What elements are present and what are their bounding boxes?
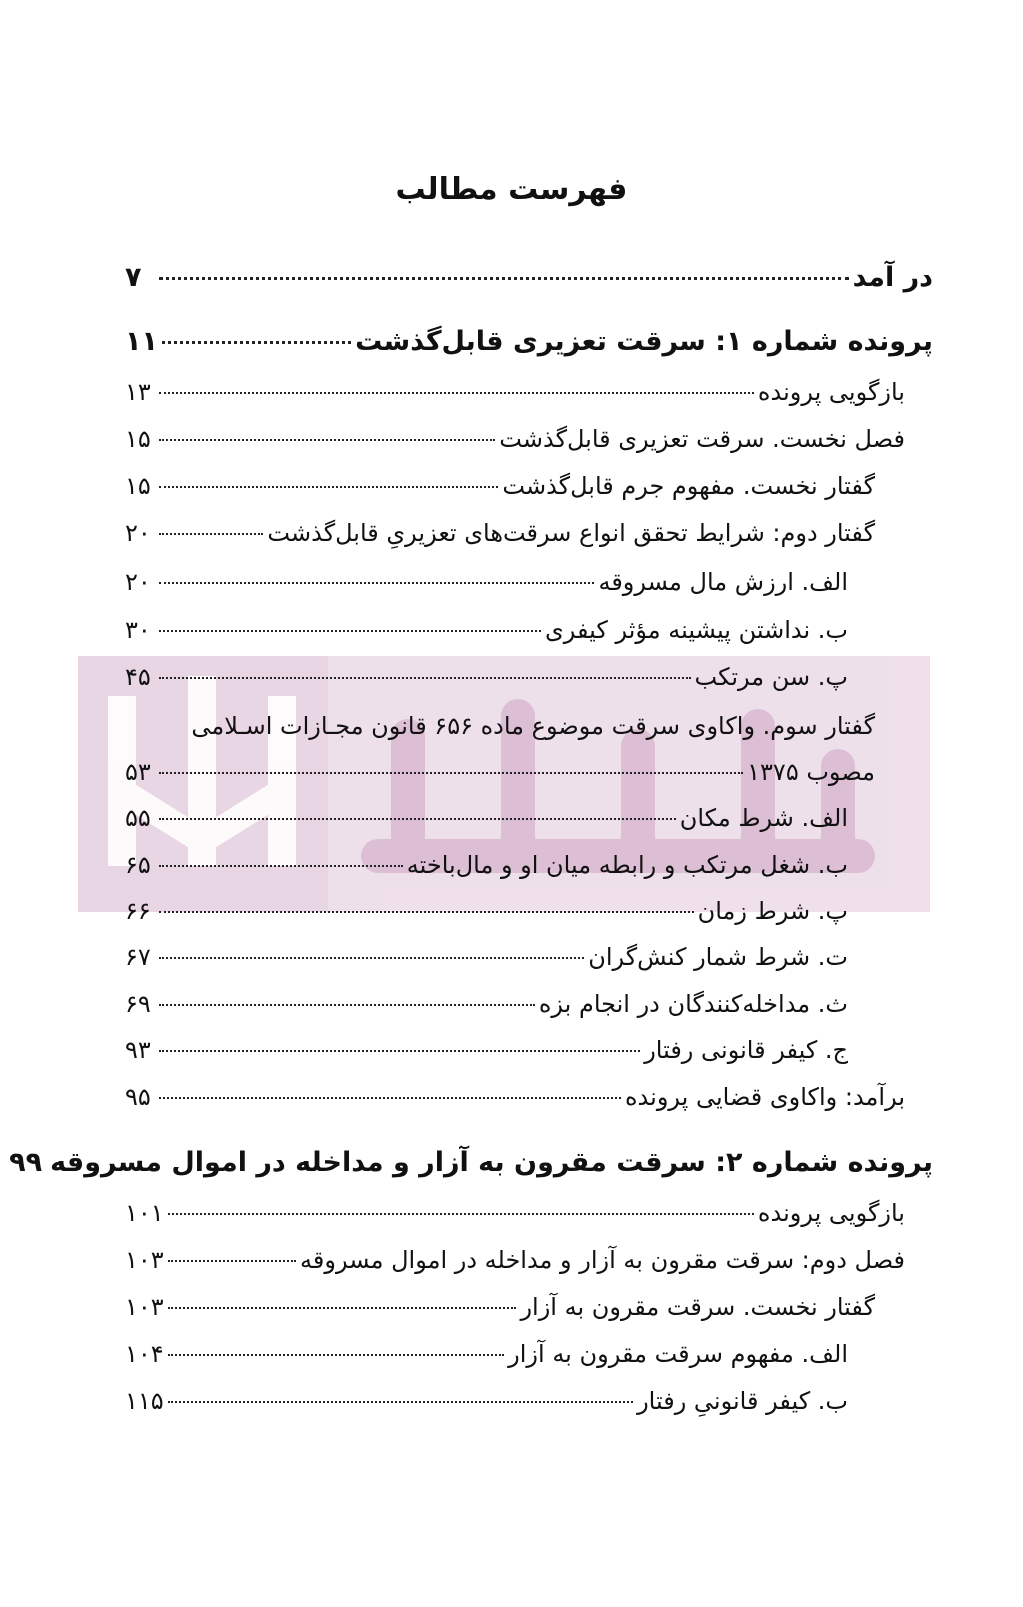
toc-entry-title: فصل دوم: سرقت مقرون به آزار و مداخله در اموال مسروقه: [300, 1246, 905, 1274]
toc-page-number: ۲۰: [125, 568, 151, 596]
leader-dots: [159, 677, 691, 679]
toc-page-number: ۱۰۳: [125, 1246, 164, 1274]
toc-entry-title: گفتار سوم. واکاوی سرقت موضوع ماده ۶۵۶ قانون مجـازات اسـلامی: [191, 712, 875, 740]
toc-entry-title: در آمد: [852, 262, 933, 293]
leader-dots: [159, 486, 498, 488]
leader-dots: [159, 392, 754, 394]
toc-entry-title: گفتار نخست. مفهوم جرم قابل‌گذشت: [502, 472, 875, 500]
toc-entry[interactable]: [125, 1334, 848, 1374]
toc-entry[interactable]: [125, 752, 875, 792]
leader-dots: [168, 1213, 754, 1215]
toc-entry-title: گفتار دوم: شرایط تحقق انواع سرقت‌های تعزیریِ قابل‌گذشت: [267, 519, 875, 547]
toc-page-number: ۵۵: [125, 804, 151, 832]
toc-entry[interactable]: [125, 891, 848, 931]
toc-entry[interactable]: [125, 1287, 875, 1327]
toc-page-number: ۹۵: [125, 1083, 151, 1111]
toc-page-number: ۶۶: [125, 897, 151, 925]
toc-entry[interactable]: [9, 1143, 933, 1183]
toc-entry-title: الف. مفهوم سرقت مقرون به آزار: [508, 1340, 848, 1368]
leader-dots: [159, 1004, 535, 1006]
leader-dots: [159, 630, 541, 632]
toc-entry[interactable]: [125, 562, 848, 602]
toc-entry[interactable]: [125, 657, 848, 697]
leader-dots: [159, 957, 584, 959]
toc-entry-title: الف. ارزش مال مسروقه: [598, 568, 848, 596]
leader-dots: [159, 772, 743, 774]
page-title: فهرست مطالب: [395, 172, 628, 207]
toc-page-number: ۲۰: [125, 519, 151, 547]
leader-dots: [162, 341, 351, 344]
toc-entry[interactable]: [125, 419, 905, 459]
leader-dots: [159, 582, 594, 584]
toc-entry-title: پرونده شماره ۲: سرقت مقرون به آزار و مداخله در اموال مسروقه: [50, 1147, 933, 1178]
toc-entry[interactable]: [125, 1030, 848, 1070]
toc-page-number: ۷: [125, 262, 142, 293]
toc-page-number: ۱۰۳: [125, 1293, 164, 1321]
toc-entry[interactable]: [125, 798, 848, 838]
toc-entry-title: ب. نداشتن پیشینه مؤثر کیفری: [545, 616, 848, 644]
toc-entry-title: ت. شرط شمار کنش‌گران: [588, 943, 848, 971]
toc-page-number: ۱۵: [125, 425, 151, 453]
toc-page-number: ۹۳: [125, 1036, 151, 1064]
toc-entry[interactable]: [125, 1193, 905, 1233]
toc-page-number: ۶۵: [125, 851, 151, 879]
toc-entry[interactable]: [125, 1077, 905, 1117]
toc-entry-title: بازگویی پرونده: [757, 378, 905, 406]
toc-entry-title: پ. شرط زمان: [697, 897, 848, 925]
leader-dots: [159, 911, 694, 913]
toc-page-number: ۱۱۵: [125, 1387, 164, 1415]
toc-page-number: ۱۰۴: [125, 1340, 164, 1368]
leader-dots: [168, 1401, 633, 1403]
toc-entry-title: الف. شرط مکان: [679, 804, 848, 832]
toc-entry[interactable]: [125, 322, 933, 362]
toc-page-number: ۶۷: [125, 943, 151, 971]
toc-entry-title: برآمد: واکاوی قضایی پرونده: [624, 1083, 905, 1111]
leader-dots: [159, 1097, 621, 1099]
toc-page-number: ۴۵: [125, 663, 151, 691]
toc-entry[interactable]: [125, 258, 933, 298]
toc-entry-title: گفتار نخست. سرقت مقرون به آزار: [520, 1293, 875, 1321]
toc-entry[interactable]: [180, 706, 875, 746]
leader-dots: [168, 1307, 517, 1309]
toc-entry[interactable]: [125, 372, 905, 412]
toc-page-number: ۵۳: [125, 758, 151, 786]
toc-page-number: ۱۵: [125, 472, 151, 500]
toc-entry-title: مصوب ۱۳۷۵: [747, 758, 875, 786]
leader-dots: [159, 533, 263, 535]
toc-page-number: ۱۳: [125, 378, 151, 406]
toc-page-number: ۱۱: [125, 326, 158, 357]
toc-entry[interactable]: [125, 610, 848, 650]
toc-entry-title: ب. کیفر قانونیِ رفتار: [637, 1387, 848, 1415]
toc-entry-title: فصل نخست. سرقت تعزیری قابل‌گذشت: [499, 425, 905, 453]
toc-entry[interactable]: [125, 1381, 848, 1421]
toc-entry-title: ث. مداخله‌کنندگان در انجام بزه: [538, 990, 848, 1018]
toc-entry[interactable]: [125, 513, 875, 553]
toc-entry-title: بازگویی پرونده: [757, 1199, 905, 1227]
leader-dots: [159, 818, 676, 820]
toc-entry-title: پرونده شماره ۱: سرقت تعزیری قابل‌گذشت: [355, 326, 933, 357]
toc-page-number: ۱۰۱: [125, 1199, 164, 1227]
toc-entry-title: ب. شغل مرتکب و رابطه میان او و مال‌باخته: [406, 851, 848, 879]
toc-entry-title: ج. کیفر قانونی رفتار: [644, 1036, 848, 1064]
leader-dots: [168, 1260, 296, 1262]
toc-entry[interactable]: [125, 1240, 905, 1280]
toc-page-number: ۶۹: [125, 990, 151, 1018]
toc-page-number: ۹۹: [9, 1147, 43, 1178]
toc-entry[interactable]: [125, 466, 875, 506]
toc-entry[interactable]: [125, 937, 848, 977]
leader-dots: [159, 439, 495, 441]
toc-entry[interactable]: [125, 984, 848, 1024]
leader-dots: [159, 865, 403, 867]
toc-page-number: ۳۰: [125, 616, 151, 644]
toc-entry-title: پ. سن مرتکب: [694, 663, 848, 691]
leader-dots: [159, 1050, 640, 1052]
leader-dots: [168, 1354, 505, 1356]
toc-entry[interactable]: [125, 845, 848, 885]
leader-dots: [159, 277, 849, 280]
